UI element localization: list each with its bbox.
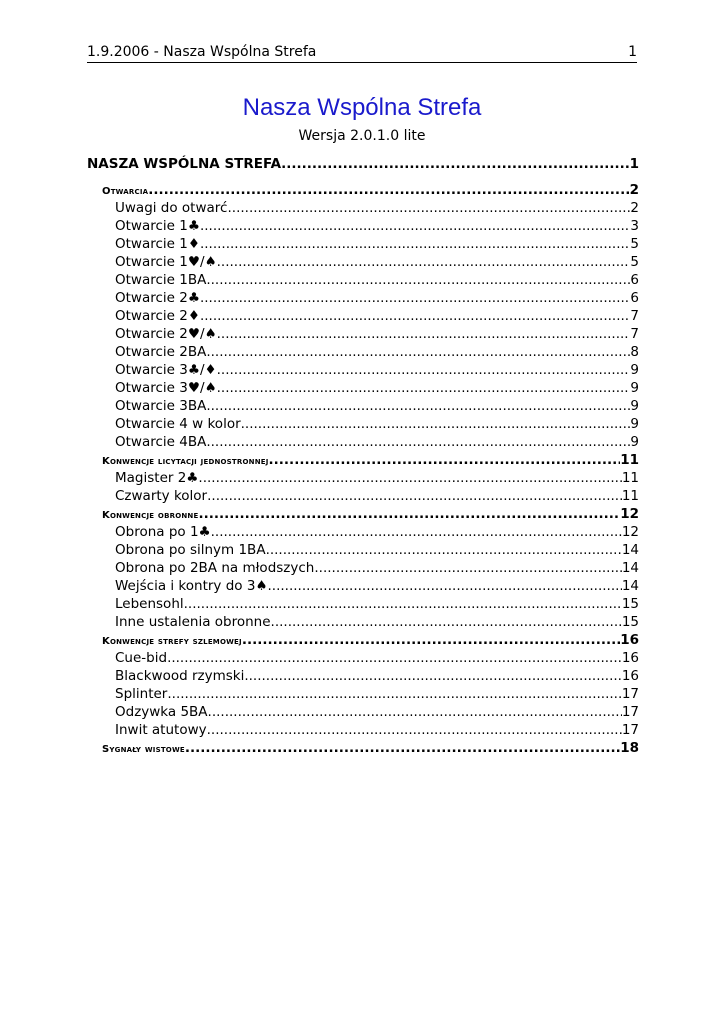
toc-otwarcie-4-kolor[interactable]: [87, 415, 639, 433]
toc-entry-label: Blackwood rzymski: [115, 668, 245, 684]
toc-entry-label: Obrona po 2BA na młodszych: [115, 560, 315, 576]
toc-entry-label: Sygnały wistowe: [102, 744, 185, 755]
toc-entry-label: Obrona po silnym 1BA: [115, 542, 266, 558]
toc-entry-page: 16: [621, 668, 639, 684]
toc-entry-page: 18: [620, 740, 639, 756]
toc-splinter[interactable]: [87, 685, 639, 703]
toc-dot-leader: [185, 739, 620, 757]
toc-otwarcia[interactable]: [87, 181, 639, 199]
toc-dot-leader: [271, 613, 622, 631]
toc-entry-label: Konwencje obronne: [102, 510, 199, 521]
toc-dot-leader: [266, 541, 622, 559]
toc-dot-leader: [217, 379, 631, 397]
toc-otwarcie-2ba[interactable]: [87, 343, 639, 361]
toc-entry-page: 9: [630, 434, 639, 450]
toc-cue-bid[interactable]: [87, 649, 639, 667]
toc-konwencje-jednostronne[interactable]: [87, 451, 639, 469]
toc-entry-label: Otwarcie 3♥/♠: [115, 380, 217, 396]
toc-otwarcie-4ba[interactable]: [87, 433, 639, 451]
toc-odzywka-5ba[interactable]: [87, 703, 639, 721]
header-rule: [87, 62, 637, 63]
toc-dot-leader: [198, 505, 620, 523]
toc-entry-page: 2: [629, 182, 639, 198]
toc-entry-label: Otwarcie 4BA: [115, 434, 207, 450]
toc-dot-leader: [200, 235, 630, 253]
toc-entry-label: Wejścia i kontry do 3♠: [115, 578, 268, 594]
toc-entry-page: 14: [621, 542, 639, 558]
toc-dot-leader: [206, 271, 630, 289]
document-version: Wersja 2.0.1.0 lite: [298, 128, 426, 144]
toc-main[interactable]: [87, 153, 639, 175]
toc-entry-label: Lebensohl: [115, 596, 184, 612]
toc-entry-label: Inwit atutowy: [115, 722, 207, 738]
toc-entry-page: 12: [621, 524, 639, 540]
document-title: Nasza Wspólna Strefa: [242, 94, 482, 121]
toc-entry-label: Konwencje strefy szlemowej: [102, 636, 242, 647]
toc-entry-page: 11: [621, 488, 639, 504]
toc-dot-leader: [198, 469, 621, 487]
toc-obrona-2ba[interactable]: [87, 559, 639, 577]
toc-entry-label: Otwarcie 4 w kolor: [115, 416, 241, 432]
toc-entry-label: Otwarcie 1♦: [115, 236, 200, 252]
toc-entry-label: Otwarcie 2BA: [115, 344, 207, 360]
toc-entry-page: 11: [620, 452, 639, 468]
toc-otwarcie-3ba[interactable]: [87, 397, 639, 415]
toc-entry-label: Otwarcie 3BA: [115, 398, 207, 414]
toc-konwencje-obronne[interactable]: [87, 505, 639, 523]
toc-entry-page: 14: [621, 578, 639, 594]
toc-dot-leader: [208, 703, 622, 721]
toc-dot-leader: [314, 559, 621, 577]
toc-entry-page: 9: [630, 362, 639, 378]
toc-dot-leader: [167, 649, 622, 667]
toc-entry-page: 9: [630, 416, 639, 432]
toc-dot-leader: [242, 631, 620, 649]
toc-entry-page: 11: [621, 470, 639, 486]
toc-blackwood[interactable]: [87, 667, 639, 685]
toc-dot-leader: [217, 325, 631, 343]
toc-entry-page: 16: [621, 650, 639, 666]
toc-otwarcie-2hs[interactable]: [87, 325, 639, 343]
toc-entry-label: Splinter: [115, 686, 168, 702]
toc-dot-leader: [211, 523, 622, 541]
toc-otwarcie-1hs[interactable]: [87, 253, 639, 271]
toc-inne-ustalenia[interactable]: [87, 613, 639, 631]
toc-otwarcie-1d[interactable]: [87, 235, 639, 253]
toc-otwarcie-2d[interactable]: [87, 307, 639, 325]
toc-entry-label: Otwarcie 2♣: [115, 290, 200, 306]
toc-entry-page: 3: [630, 218, 639, 234]
toc-otwarcie-3hs[interactable]: [87, 379, 639, 397]
table-of-contents: [87, 153, 639, 757]
toc-dot-leader: [281, 153, 629, 175]
toc-entry-label: Otwarcie 2♥/♠: [115, 326, 217, 342]
toc-entry-page: 1: [629, 156, 639, 172]
toc-entry-page: 5: [630, 254, 639, 270]
toc-entry-page: 14: [621, 560, 639, 576]
toc-dot-leader: [217, 361, 631, 379]
toc-otwarcie-2c[interactable]: [87, 289, 639, 307]
toc-dot-leader: [184, 595, 622, 613]
toc-entry-page: 12: [620, 506, 639, 522]
toc-uwagi[interactable]: [87, 199, 639, 217]
toc-entry-label: Obrona po 1♣: [115, 524, 211, 540]
toc-entry-label: Czwarty kolor: [115, 488, 208, 504]
toc-entry-page: 7: [630, 308, 639, 324]
toc-otwarcie-1ba[interactable]: [87, 271, 639, 289]
toc-dot-leader: [148, 181, 629, 199]
toc-dot-leader: [207, 487, 622, 505]
toc-entry-label: Konwencje licytacji jednostronnej: [102, 456, 269, 467]
toc-dot-leader: [269, 451, 621, 469]
toc-konwencje-szlemowe[interactable]: [87, 631, 639, 649]
page-header: [87, 42, 637, 60]
toc-entry-label: NASZA WSPÓLNA STREFA: [87, 156, 282, 172]
toc-entry-label: Otwarcie 3♣/♦: [115, 362, 217, 378]
toc-entry-page: 9: [630, 380, 639, 396]
header-title: 1.9.2006 - Nasza Wspólna Strefa: [87, 44, 317, 60]
toc-dot-leader: [217, 253, 631, 271]
toc-dot-leader: [200, 289, 630, 307]
toc-entry-page: 17: [621, 686, 639, 702]
toc-entry-label: Cue-bid: [115, 650, 168, 666]
toc-entry-label: Inne ustalenia obronne: [115, 614, 271, 630]
toc-dot-leader: [207, 721, 622, 739]
toc-dot-leader: [200, 307, 630, 325]
toc-entry-page: 17: [621, 704, 639, 720]
toc-lebensohl[interactable]: [87, 595, 639, 613]
toc-dot-leader: [206, 433, 630, 451]
toc-entry-page: 17: [621, 722, 639, 738]
toc-dot-leader: [244, 667, 621, 685]
toc-entry-page: 15: [621, 614, 639, 630]
toc-dot-leader: [268, 577, 622, 595]
toc-entry-label: Magister 2♣: [115, 470, 199, 486]
toc-dot-leader: [167, 685, 621, 703]
toc-entry-label: Otwarcie 1♣: [115, 218, 200, 234]
toc-entry-label: Odzywka 5BA: [115, 704, 208, 720]
toc-entry-label: Otwarcie 2♦: [115, 308, 200, 324]
toc-dot-leader: [200, 217, 630, 235]
toc-entry-label: Otwarcie 1BA: [115, 272, 207, 288]
toc-entry-page: 9: [630, 398, 639, 414]
toc-dot-leader: [241, 415, 631, 433]
header-page-number: 1: [628, 44, 637, 60]
toc-dot-leader: [206, 343, 630, 361]
toc-entry-page: 16: [620, 632, 639, 648]
toc-obrona-1ba[interactable]: [87, 541, 639, 559]
toc-inwit[interactable]: [87, 721, 639, 739]
toc-entry-page: 6: [630, 290, 639, 306]
toc-dot-leader: [227, 199, 630, 217]
toc-entry-label: Uwagi do otwarć: [115, 200, 228, 216]
toc-dot-leader: [206, 397, 630, 415]
toc-sygnaly[interactable]: [87, 739, 639, 757]
toc-otwarcie-1c[interactable]: [87, 217, 639, 235]
toc-entry-page: 6: [630, 272, 639, 288]
toc-wejscia[interactable]: [87, 577, 639, 595]
toc-entry-page: 2: [630, 200, 639, 216]
toc-entry-page: 5: [630, 236, 639, 252]
toc-obrona-1c[interactable]: [87, 523, 639, 541]
toc-magister[interactable]: [87, 469, 639, 487]
toc-czwarty-kolor[interactable]: [87, 487, 639, 505]
toc-otwarcie-3cd[interactable]: [87, 361, 639, 379]
toc-entry-label: Otwarcia: [102, 186, 149, 197]
toc-entry-page: 15: [621, 596, 639, 612]
toc-entry-label: Otwarcie 1♥/♠: [115, 254, 217, 270]
toc-entry-page: 7: [630, 326, 639, 342]
toc-entry-page: 8: [630, 344, 639, 360]
